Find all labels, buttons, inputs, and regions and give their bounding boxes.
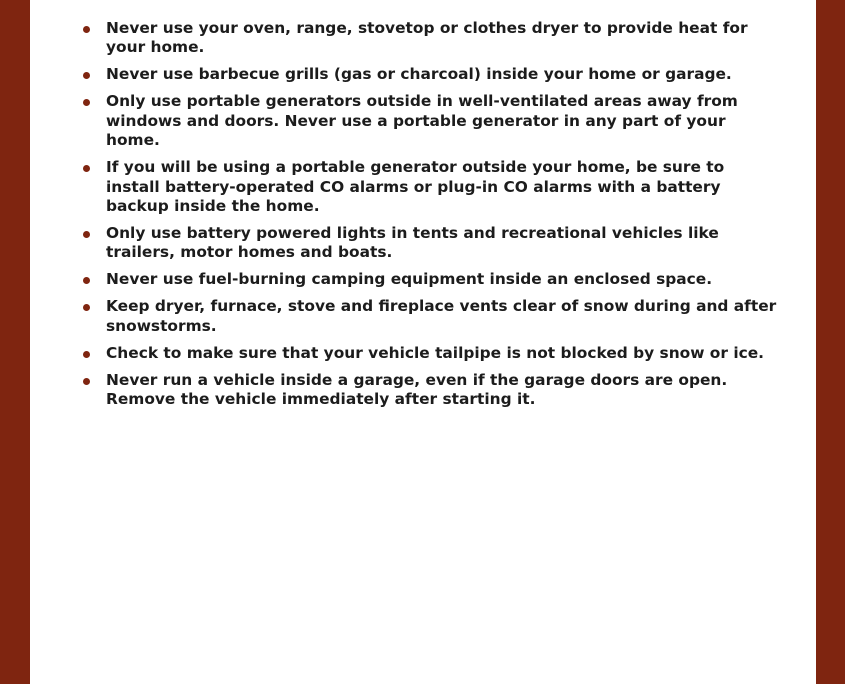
- list-item-text: Never use fuel-burning camping equipment inside an enclosed space.: [106, 270, 713, 289]
- safety-tips-list: [106, 19, 781, 417]
- list-item-text: Never use your oven, range, stovetop or clothes dryer to provide heat for your home.: [106, 19, 748, 57]
- list-item-text: Check to make sure that your vehicle tailpipe is not blocked by snow or ice.: [106, 343, 765, 362]
- list-item: [106, 297, 781, 336]
- list-item-text: Only use battery powered lights in tents and recreational vehicles like trailers, motor homes and boats.: [106, 224, 719, 262]
- bullet-icon: [83, 26, 90, 33]
- bullet-icon: [83, 277, 90, 284]
- list-item: [106, 270, 781, 289]
- list-item: [106, 65, 781, 84]
- list-item: [106, 344, 781, 363]
- document-page: [30, 0, 816, 684]
- list-item-text: Never run a vehicle inside a garage, even if the garage doors are open. Remove the vehicle immediately after starting it.: [106, 370, 728, 409]
- list-item-text: Only use portable generators outside in well-ventilated areas away from windows and doors. Never use a portable generator in any part of your home.: [106, 92, 738, 150]
- bullet-icon: [83, 351, 90, 358]
- bullet-icon: [83, 231, 90, 238]
- bullet-icon: [83, 378, 90, 385]
- list-item: [106, 19, 781, 58]
- list-item: [106, 92, 781, 150]
- list-item-text: Keep dryer, furnace, stove and fireplace vents clear of snow during and after snowstorms.: [106, 297, 777, 335]
- list-item-text: Never use barbecue grills (gas or charcoal) inside your home or garage.: [106, 65, 732, 84]
- bullet-icon: [83, 99, 90, 106]
- bullet-icon: [83, 72, 90, 79]
- bullet-icon: [83, 304, 90, 311]
- list-item: [106, 158, 781, 216]
- bullet-icon: [83, 165, 90, 172]
- list-item: [106, 371, 781, 410]
- list-item: [106, 224, 781, 263]
- list-item-text: If you will be using a portable generator outside your home, be sure to install battery-operated CO alarms or plug-in CO alarms with a battery backup inside the home.: [106, 158, 725, 216]
